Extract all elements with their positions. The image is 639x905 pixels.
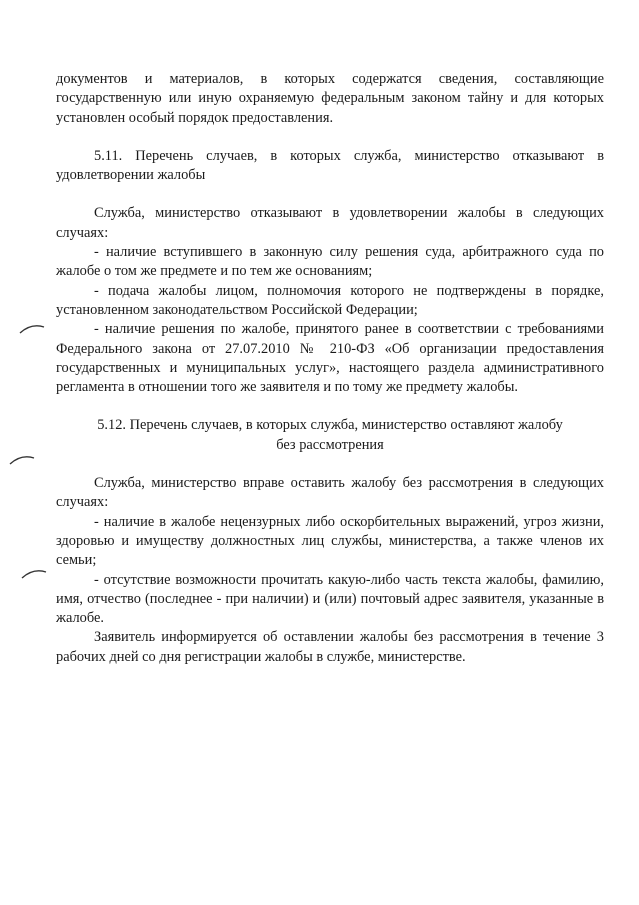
section-5-12-heading	[56, 416, 604, 455]
section-5-11-lead: Служба, министерство отказывают в удовлетворении жалобы в следующих случаях:	[56, 205, 604, 241]
section-5-11-heading: 5.11. Перечень случаев, в которых служба, министерство отказывают в удовлетворении жалобы	[56, 147, 604, 184]
section-5-12-heading-line1: 5.12. Перечень случаев, в которых служба, министерство оставляют жалобу	[97, 417, 563, 434]
intro-paragraph: документов и материалов, в которых содержатся сведения, составляющие государственную или иную охраняемую федеральным законом тайну и для которых установлен особый порядок предоставления.	[56, 71, 604, 126]
margin-mark	[18, 322, 48, 336]
list-item: - наличие решения по жалобе, принятого ранее в соответствии с требованиями Федерального закона от 27.07.2010 № 210-ФЗ «Об организации предоставления государственных и муниципальных услуг», настоящего раздела административного регламента в отношении того же заявителя и по тому же предмету жалобы.	[56, 321, 604, 396]
margin-mark	[8, 453, 38, 467]
margin-mark	[20, 567, 50, 581]
list-item: - наличие вступившего в законную силу решения суда, арбитражного суда по жалобе о том же предмете и по тем же основаниям;	[56, 244, 604, 280]
list-item: - наличие в жалобе нецензурных либо оскорбительных выражений, угроз жизни, здоровью и имуществу должностных лиц службы, министерства, а также членов их семьи;	[56, 513, 604, 569]
document-body	[56, 70, 604, 667]
list-item: - подача жалобы лицом, полномочия которого не подтверждены в порядке, установленном законодательством Российской Федерации;	[56, 282, 604, 318]
closing-paragraph: Заявитель информируется об оставлении жалобы без рассмотрения в течение 3 рабочих дней со дня регистрации жалобы в службе, министерстве.	[56, 629, 604, 665]
list-item: - отсутствие возможности прочитать какую-либо часть текста жалобы, фамилию, имя, отчество (последнее - при наличии) и (или) почтовый адрес заявителя, указанные в жалобе.	[56, 571, 604, 627]
section-5-12-heading-line2: без рассмотрения	[276, 436, 384, 453]
section-5-12-lead: Служба, министерство вправе оставить жалобу без рассмотрения в следующих случаях:	[56, 475, 604, 511]
